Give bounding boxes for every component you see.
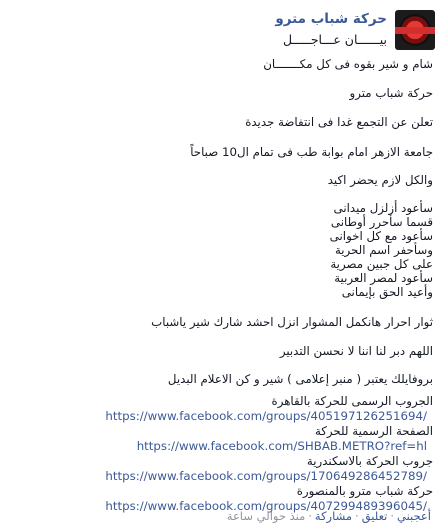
body-line: تعلن عن التجمع غدا فى انتفاضة جديدة [245, 115, 433, 129]
post-actions [227, 509, 431, 523]
timestamp[interactable]: منذ حوالي ساعة [226, 509, 306, 523]
body-line: جامعة الازهر امام بوابة طب فى تمام ال10 صباحاً [190, 145, 433, 159]
separator: · [308, 509, 312, 523]
body-line: بروفايلك يعتبر ( منبر إعلامى ) شير و كن الاعلام البديل [167, 372, 433, 386]
link-label: حركة شباب مترو بالمنصورة [296, 484, 433, 498]
poem-line: وأعيد الحق بإيمانى [341, 285, 433, 299]
comment-link[interactable]: تعليق [361, 509, 388, 523]
link-label: الصفحة الرسمية للحركة [314, 424, 433, 438]
body-line: اللهم دبر لنا اننا لا نحسن التدبير [279, 344, 433, 358]
poem-line: على كل جبين مصرية [330, 257, 433, 271]
poem-line: سأعود لمصر العربية [334, 271, 433, 285]
avatar[interactable] [395, 10, 435, 50]
logo-band-icon [395, 27, 435, 34]
url-text[interactable]: https://www.facebook.com/groups/407299489396045/ [105, 499, 427, 513]
body-line: حركة شباب مترو [349, 86, 433, 100]
url-text[interactable]: https://www.facebook.com/groups/170649286452789/ [105, 469, 427, 483]
body-line: شام و شير بقوه فى كل مكـــــــان [263, 57, 433, 71]
post-subtitle: بيــــــان عـــاجـــــل [283, 32, 387, 47]
poem-line: سأعود أزلزل ميدانى [333, 201, 433, 215]
post-header [15, 10, 435, 54]
share-link[interactable]: مشاركة [314, 509, 353, 523]
separator: · [355, 509, 359, 523]
url-text[interactable]: https://www.facebook.com/groups/405197126251694/ [105, 409, 427, 423]
body-line: والكل لازم يحضر اكيد [327, 173, 433, 187]
url-text[interactable]: https://www.facebook.com/SHBAB.METRO?ref=hl [136, 439, 427, 453]
author-name[interactable]: حركة شباب مترو [275, 11, 387, 27]
link-label: الجروب الرسمى للحركة بالقاهرة [271, 394, 433, 408]
poem-line: قسما سأحرر أوطانى [330, 215, 433, 229]
poem-line: وسأحفر اسم الحرية [334, 243, 433, 257]
like-link[interactable]: أعجبني [396, 509, 431, 523]
separator: · [390, 509, 394, 523]
poem-line: سأعود مع كل اخوانى [329, 229, 433, 243]
body-line: ثوار احرار هانكمل المشوار انزل احشد شارك شير ياشباب [151, 315, 433, 329]
link-label: جروب الحركة بالاسكندرية [306, 454, 433, 468]
